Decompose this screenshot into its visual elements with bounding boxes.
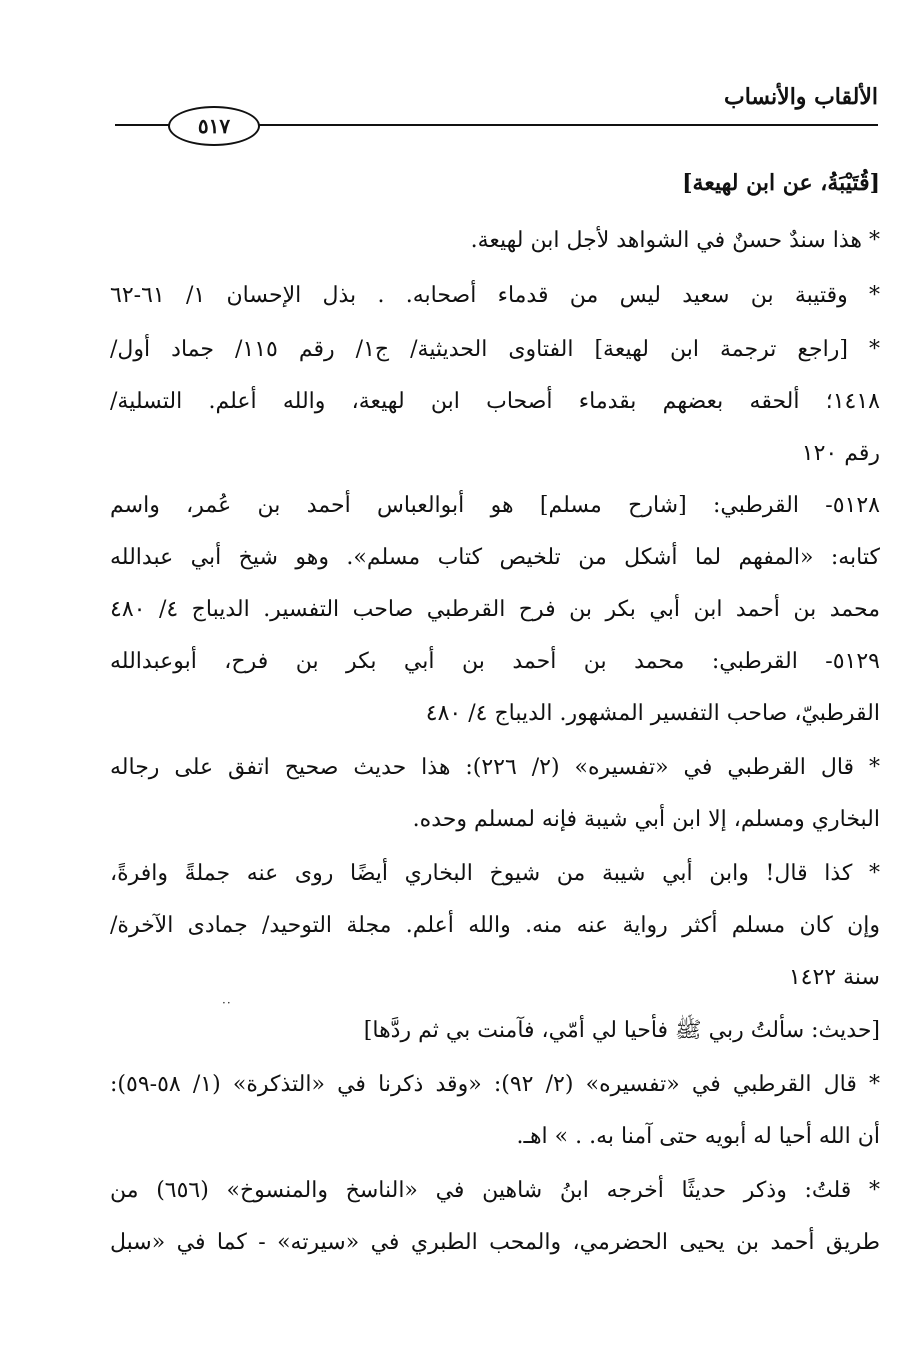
text-line: القرطبيّ، صاحب التفسير المشهور. الديباج ٤/ ٤٨٠ [425,701,880,726]
text-line: * وقتيبة بن سعيد ليس من قدماء أصحابه. . بذل الإحسان ١/ ٦١-٦٢ [110,283,880,308]
text-line: طريق أحمد بن يحيى الحضرمي، والمحب الطبري في «سيرته» - كما في «سبل [110,1230,880,1255]
running-title: الألقاب والأنساب [723,84,878,110]
text-line: * قال القرطبي في «تفسيره» (٢/ ٩٢): «وقد ذكرنا في «التذكرة» (١/ ٥٨-٥٩): [110,1072,881,1097]
decorative-dots: ·· [222,996,232,1010]
text-line: * هذا سندٌ حسنٌ في الشواهد لأجل ابن لهيعة. [470,228,880,253]
text-line: سنة ١٤٢٢ [788,965,880,990]
text-line: البخاري ومسلم، إلا ابن أبي شيبة فإنه لمسلم وحده. [412,807,880,832]
entry-5128-first-line: ٥١٢٨- القرطبي: [شارح مسلم] هو أبوالعباس أحمد بن عُمر، واسم [110,493,880,518]
text-line: ١٤١٨؛ ألحقه بعضهم بقدماء أصحاب ابن لهيعة، والله أعلم. التسلية/ [110,389,880,414]
entry-5129-first-line: ٥١٢٩- القرطبي: محمد بن أحمد بن أبي بكر بن فرح، أبوعبدالله [110,649,880,674]
section-heading-hadith: [حديث: سألتُ ربي ﷺ فأحيا لي أمّي، فآمنت بي ثم ردَّها] [363,1018,880,1043]
text-line: أن الله أحيا له أبويه حتى آمنا به. . » اهـ. [516,1124,880,1149]
text-line: * كذا قال! وابن أبي شيبة من شيوخ البخاري أيضًا روى عنه جملةً وافرةً، [110,861,880,886]
text-line: محمد بن أحمد ابن أبي بكر بن فرح القرطبي صاحب التفسير. الديباج ٤/ ٤٨٠ [110,597,881,622]
text-line: كتابه: «المفهم لما أشكل من تلخيص كتاب مسلم». وهو شيخ أبي عبدالله [110,545,880,570]
section-heading-qutayba: [قُتَيْبَةُ، عن ابن لهيعة] [682,170,880,196]
text-line: * [راجع ترجمة ابن لهيعة] الفتاوى الحديثية/ ج١/ رقم ١١٥/ جماد أول/ [110,337,880,362]
text-line: * قال القرطبي في «تفسيره» (٢/ ٢٢٦): هذا حديث صحيح اتفق على رجاله [110,755,880,780]
page-number: ٥١٧ [168,106,260,146]
text-line: رقم ١٢٠ [801,441,880,466]
text-line: * قلتُ: وذكر حديثًا أخرجه ابنُ شاهين في «الناسخ والمنسوخ» (٦٥٦) من [110,1178,880,1203]
text-line: وإن كان مسلم أكثر رواية عنه منه. والله أعلم. مجلة التوحيد/ جمادى الآخرة/ [110,913,880,938]
